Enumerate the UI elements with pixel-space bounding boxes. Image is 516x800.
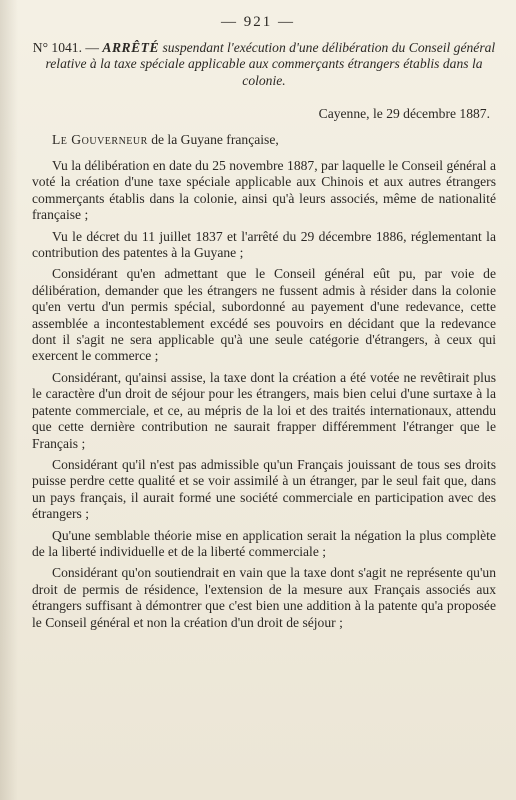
salutation-rest: de la Guyane française,	[147, 132, 279, 147]
paragraph: Vu la délibération en date du 25 novembre 1887, par laquelle le Conseil général a voté la création d'une taxe spéciale applicable aux Chinois et aux autres étrangers commerçants établis dans la colonie, ainsi qu'à leurs associés, même de nationalité française ;	[32, 158, 496, 223]
decree-label: ARRÊTÉ	[102, 40, 160, 55]
paragraph: Considérant qu'on soutiendrait en vain que la taxe dont s'agit ne représente qu'un droit de permis de résidence, l'extension de la mesure aux Français associés aux étrangers suffisant à démontrer que c'est bien une addition à la patente qu'a proposée le Conseil général et non la création d'un droit de séjour ;	[32, 565, 496, 630]
dateline: Cayenne, le 29 décembre 1887.	[318, 106, 490, 121]
decree-heading	[32, 40, 496, 89]
page-number: — 921 —	[221, 14, 295, 30]
paragraph: Qu'une semblable théorie mise en application serait la négation la plus complète de la liberté individuelle et de la liberté commerciale ;	[32, 527, 496, 559]
paragraph: Vu le décret du 11 juillet 1837 et l'arrêté du 29 décembre 1886, réglementant la contribution des patentes à la Guyane ;	[32, 228, 496, 261]
salutation-title: Le Gouverneur	[52, 132, 148, 147]
salutation	[52, 132, 279, 148]
paragraph: Considérant qu'il n'est pas admissible qu'un Français jouissant de tous ses droits puisse perdre cette qualité et se voir assimilé à un étranger, par le seul fait que, dans un pays français, il aurait formé une société commerciale en participation avec des étrangers ;	[32, 456, 496, 522]
paragraph: Considérant qu'en admettant que le Conseil général eût pu, par voie de délibération, demander que les étrangers ne fussent admis à résider dans la colonie qu'en vertu d'un permis spécial, subordonné au payement d'une redevance, cette assemblée a incontestablement excédé ses pouvoirs en décidant que la redevance dont il s'agit ne sera applicable qu'à une seule catégorie d'étrangers, à ceux qui exercent le commerce ;	[32, 266, 496, 364]
decree-number: N° 1041. —	[32, 40, 103, 55]
decree-title: suspendant l'exécution d'une délibération du Conseil général relative à la taxe spéciale applicable aux commerçants étrangers établis dans la colonie.	[45, 40, 496, 88]
page-edge-shadow	[0, 0, 18, 800]
paragraph: Considérant, qu'ainsi assise, la taxe dont la création a été votée ne revêtirait plus le caractère d'un droit de séjour pour les étrangers, mais bien celui d'une surtaxe à la patente commerciale, et ce, au mépris de la loi et des traités internationaux, attendu que cette dernière contribution ne saurait frapper différemment l'étranger que le Français ;	[32, 369, 496, 451]
decree-body	[32, 158, 496, 636]
